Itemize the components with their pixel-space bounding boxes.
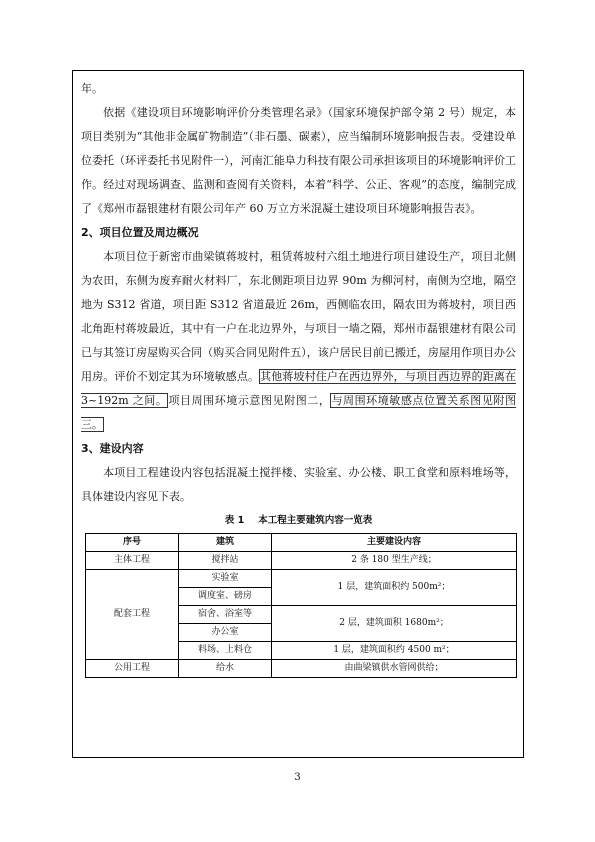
highlight-sensitive-points: 与周围环境敏感点位置关系图见附图三。: [81, 394, 517, 431]
continued-line: 年。: [81, 82, 103, 95]
cell-building: 料场、上料仓: [179, 642, 272, 660]
cell-building: 实验室: [179, 570, 272, 588]
highlight-residents-distance: 其他蒋坡村住户在西边界外，与项目西边界的距离在 3~192m 之间。: [81, 370, 517, 407]
cell-content: 由曲梁镇供水管网供给；: [272, 660, 517, 678]
cell-building: 宿舍、浴室等: [179, 606, 272, 624]
cell-content: 2 条 180 型生产线；: [272, 552, 517, 570]
paragraph-construction: 本项目工程建设内容包括混凝土搅拌楼、实验室、办公楼、职工食堂和原料堆场等，具体建设内容见下表。: [81, 466, 516, 503]
table-title: 本工程主要建筑内容一览表: [258, 515, 373, 526]
page-number: 3: [294, 772, 301, 783]
table-header-row: [86, 534, 517, 552]
cell-building: 调度室、磅房: [179, 588, 272, 606]
section-heading-location: 2、项目位置及周边概况: [81, 226, 199, 239]
table-row: [86, 660, 517, 678]
construction-table: [85, 533, 517, 678]
cell-building: 办公室: [179, 624, 272, 642]
header-building: 建筑: [179, 534, 272, 552]
paragraph-location: [81, 245, 516, 437]
location-text-figure: 项目周围环境示意图见附图二，: [168, 394, 331, 407]
cell-category: 配套工程: [86, 570, 179, 660]
report-frame: [72, 70, 524, 758]
paragraph-classification: 依据《建设项目环境影响评价分类管理名录》（国家环境保护部令第 2 号）规定，本项目类别为“其他非金属矿物制造”（非石墨、碳素），应当编制环境影响报告表。受建设单位委托（环评委托书见附件一），河南汇能阜力科技有限公司承担该项目的环境影响评价工作。经过对现场调查、监测和查阅有关资料，本着“科学、公正、客观”的态度，编制完成了《郑州市磊银建材有限公司年产 60 万立方米混凝土建设项目环境影响报告表》。: [81, 106, 516, 215]
cell-content: 1 层，建筑面积约 4500 m²；: [272, 642, 517, 660]
cell-category: 公用工程: [86, 660, 179, 678]
cell-building: 搅拌站: [179, 552, 272, 570]
document-body: [73, 71, 523, 678]
table-row: [86, 552, 517, 570]
header-content: 主要建设内容: [272, 534, 517, 552]
table-number: 表 1: [224, 515, 245, 526]
cell-category: 主体工程: [86, 552, 179, 570]
cell-content: 1 层，建筑面积约 500m²；: [272, 570, 517, 606]
table-caption: [81, 511, 516, 531]
table-row: [86, 570, 517, 588]
section-heading-construction: 3、建设内容: [81, 442, 144, 455]
location-text-main: 本项目位于新密市曲梁镇蒋坡村，租赁蒋坡村六组土地进行项目建设生产，项目北侧为农田，东侧为废弃耐火材料厂，东北侧距项目边界 90m 为柳河村，南侧为空地，隔空地为 S312 省道，项目距 S312 省道最近 26m，西侧临农田，隔农田为蒋坡村，项目西北角距村蒋坡最近，其中有一户在北边界外，与项目一墙之隔，郑州市磊银建材有限公司已与其签订房屋购买合同（购买合同见附件五），该户居民目前已搬迁，房屋用作项目办公用房。评价不划定其为环境敏感点。: [81, 250, 516, 383]
header-seq: 序号: [86, 534, 179, 552]
cell-building: 给水: [179, 660, 272, 678]
cell-content: 2 层，建筑面积 1680m²；: [272, 606, 517, 642]
